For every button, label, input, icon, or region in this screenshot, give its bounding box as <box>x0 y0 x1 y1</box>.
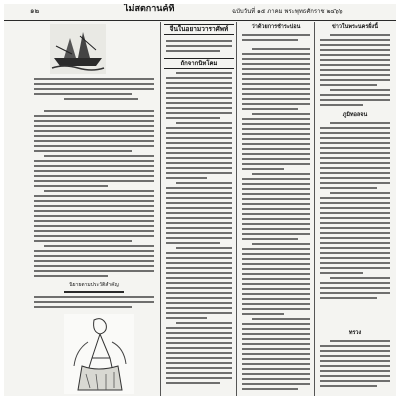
paper-name: ไม่สตกานค์ที่ <box>124 4 175 14</box>
masthead <box>4 4 396 21</box>
col4-body-bottom <box>320 340 390 390</box>
issue-line: ฉบับวันที่ ๑๕ ภาคม พระพุทธศักราช ๒๔๖๖ <box>232 8 343 15</box>
col2-subheading: ถักจากนิทโคม <box>164 58 234 69</box>
article-col1-intro <box>34 78 154 103</box>
col3-lead <box>242 34 310 44</box>
ship-drawing-icon <box>50 24 106 74</box>
bottom-article-header <box>34 282 154 293</box>
col2-body <box>166 72 232 387</box>
col4-body-mid <box>320 122 390 302</box>
column-rule <box>160 22 161 396</box>
figure-illustration <box>64 314 134 394</box>
col4-bottom-heading: ทรวง <box>348 330 362 336</box>
col4-header <box>318 24 392 31</box>
col4-subheader <box>318 112 392 119</box>
col2-heading: จีนในอยามวาราศัพท์ <box>164 24 234 35</box>
col3-header <box>240 24 312 31</box>
column-rule <box>314 22 315 396</box>
column-rule <box>236 22 237 396</box>
bottom-caption: นิยายตามประวัติสำคัญ <box>69 282 119 288</box>
article-col1-body <box>34 110 154 280</box>
ship-illustration <box>50 24 106 74</box>
caption-rule <box>64 291 124 293</box>
bottom-article-body <box>34 296 154 311</box>
col2-header <box>164 24 234 35</box>
col3-heading: ว่าด้วยการชำระบ่อน <box>251 24 301 30</box>
col2-lead <box>166 40 232 55</box>
col4-heading: ข่าวในพระนครฝั่งนี้ <box>332 24 378 30</box>
figure-drawing-icon <box>64 314 134 394</box>
page-number: ๑๒ <box>30 7 40 15</box>
col4-body-top <box>320 34 390 109</box>
col2-subheader <box>164 58 234 69</box>
col3-body <box>242 48 310 393</box>
col4-subheading: ภูมิทอลจน <box>342 112 368 118</box>
newspaper-page <box>4 4 396 396</box>
col4-bottom-header <box>318 330 392 337</box>
